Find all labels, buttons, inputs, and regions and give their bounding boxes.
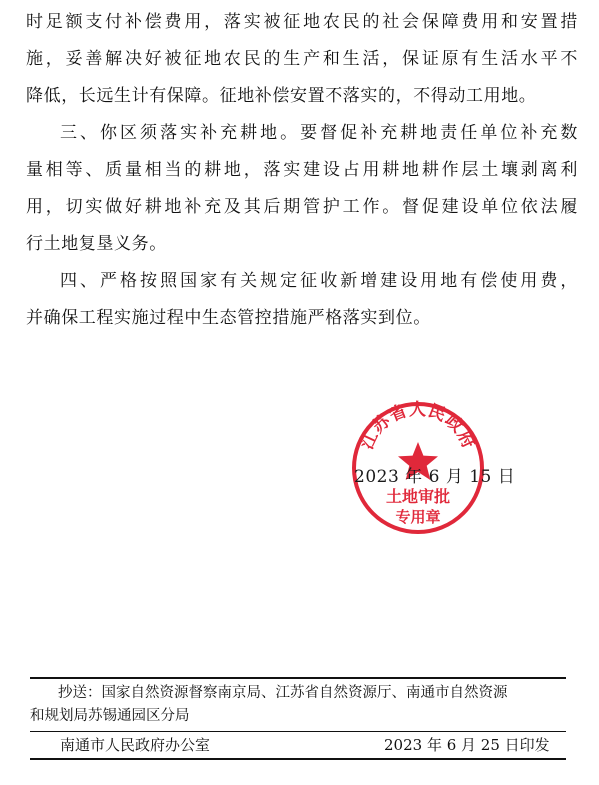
date-month: 6 <box>428 467 440 487</box>
body-line: 并确保工程实施过程中生态管控措施严格落实到位。 <box>26 308 431 328</box>
seal-arc-text: 江苏省人民政府 <box>357 399 479 453</box>
date-ri: 日 <box>497 467 516 487</box>
body-line: 用，切实做好耕地补充及其后期管护工作。督促建设单位依法履 <box>26 197 578 217</box>
seal-line-2: 专用章 <box>395 508 441 526</box>
cc-line-2: 和规划局苏锡通园区分局 <box>30 708 190 724</box>
date-yue: 月 <box>445 467 464 487</box>
cc-line-1: 抄送：国家自然资源督察南京局、江苏省自然资源厅、南通市自然资源 <box>58 685 508 701</box>
body-line: 量相等、质量相当的耕地，落实建设占用耕地耕作层土壤剥离利 <box>26 160 578 180</box>
signature-date <box>354 462 515 487</box>
footer-rule-mid <box>30 731 566 732</box>
issuing-office: 南通市人民政府办公室 <box>60 736 211 754</box>
footer-rule-top <box>30 677 566 679</box>
date-nian: 年 <box>405 467 423 487</box>
date-day: 15 <box>469 467 492 487</box>
date-year: 2023 <box>354 467 400 487</box>
seal-line-1: 土地审批 <box>385 487 451 506</box>
print-date: 2023 年 6 月 25 日印发 <box>384 736 550 754</box>
body-line: 行土地复垦义务。 <box>26 234 167 254</box>
body-line: 四、严格按照国家有关规定征收新增建设用地有偿使用费， <box>60 271 578 291</box>
footer-rule-bottom <box>30 758 566 760</box>
body-line: 降低，长远生计有保障。征地补偿安置不落实的，不得动工用地。 <box>26 86 537 106</box>
body-line: 施，妥善解决好被征地农民的生产和生活，保证原有生活水平不 <box>26 49 578 69</box>
body-line: 时足额支付补偿费用，落实被征地农民的社会保障费用和安置措 <box>26 12 578 32</box>
body-line: 三、你区须落实补充耕地。要督促补充耕地责任单位补充数 <box>60 123 578 143</box>
